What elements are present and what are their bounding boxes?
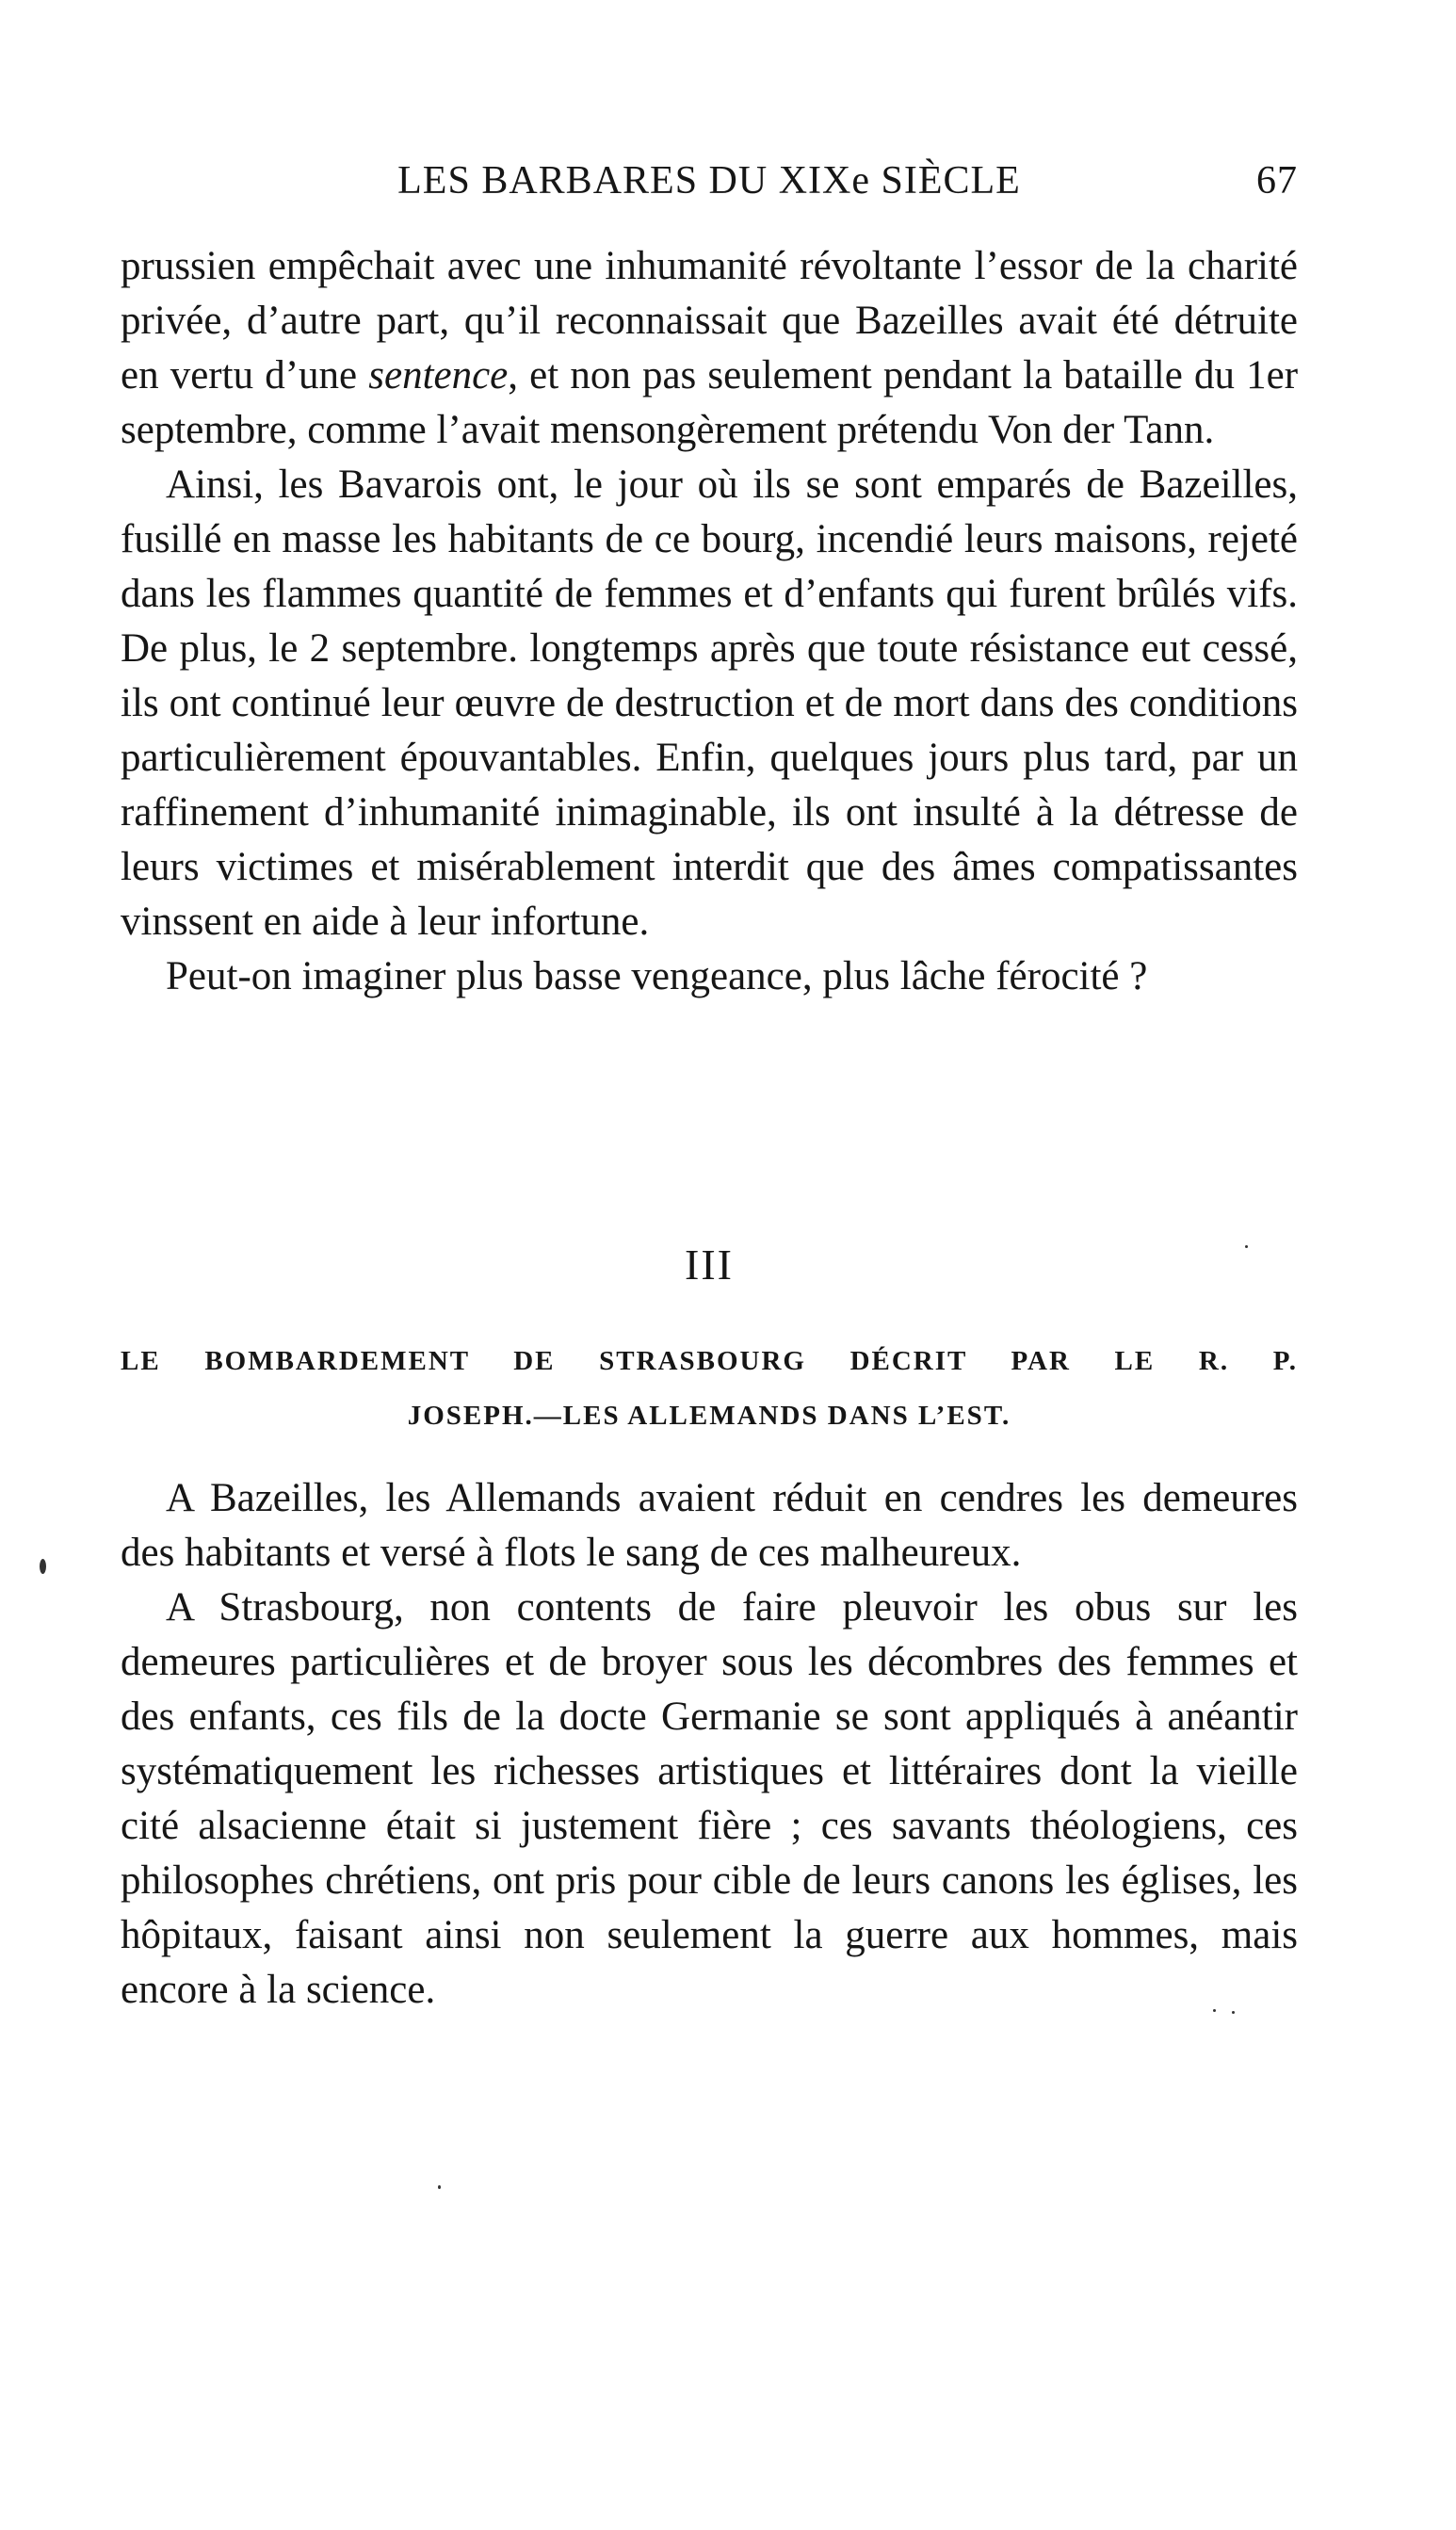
paragraph-continued [121,239,1298,458]
ink-speck [1245,1245,1248,1248]
section-numeral: III [685,1241,734,1289]
running-title: LES BARBARES DU XIXe SIÈCLE [397,159,1021,203]
paragraph: Ainsi, les Bavarois ont, le jour où ils se sont emparés de Bazeilles, fusillé en masse les habitants de ce bourg, incendié leurs maisons, rejeté dans les flammes quantité de femmes et d’enfants qui furent brûlés vifs. De plus, le 2 septembre. longtemps après que toute résistance eut cessé, ils ont continué leur œuvre de destruction et de mort dans des conditions particulièrement épouvantables. Enfin, quelques jours plus tard, par un raffinement d’inhumanité inimaginable, ils ont insulté à la détresse de leurs victimes et misérablement interdit que des âmes compatissantes vinssent en aide à leur infortune. [121,462,1298,944]
paragraph-text: prussien empêchait avec une inhumanité révoltante l’essor de la charité privée, d’autre part, qu’il reconnaissait que Bazeilles avait été détruite en vertu d’une [121,244,1298,397]
section-heading [121,1334,1298,1443]
page-number: 67 [1256,159,1298,203]
paragraph: Peut-on imaginer plus basse vengeance, plus lâche férocité ? [166,954,1148,998]
ink-speck [40,1559,46,1574]
paragraph: A Bazeilles, les Allemands avaient réduit en cendres les demeures des habitants et versé à flots le sang de ces malheureux. [121,1476,1298,1575]
paragraph: A Strasbourg, non contents de faire pleuvoir les obus sur les demeures particulières et de broyer sous les décombres des femmes et des enfants, ces fils de la docte Germanie se sont appliqués à anéantir systématiquement les richesses artistiques et littéraires dont la vieille cité alsacienne était si justement fière ; ces savants théologiens, ces philosophes chrétiens, ont pris pour cible de leurs canons les églises, les hôpitaux, faisant ainsi non seulement la guerre aux hommes, mais encore à la science. [121,1585,1298,2012]
running-head [121,158,1298,215]
ink-speck [1232,2011,1235,2014]
text-block-after-section [121,1471,1298,2018]
text-block-before-section [121,239,1298,1004]
ink-speck [1213,2009,1216,2012]
emphasized-word: sentence [368,353,509,397]
section-heading-line-2: JOSEPH.—LES ALLEMANDS DANS L’EST. [407,1401,1011,1431]
paragraph-text: , et non pas seulement pendant la bataille du 1er septembre, comme l’avait mensongèrement prétendu Von der Tann. [121,353,1299,452]
ink-speck [438,2185,441,2189]
section-heading-line-1: LE BOMBARDEMENT DE STRASBOURG DÉCRIT PAR LE R. P. [121,1346,1298,1376]
